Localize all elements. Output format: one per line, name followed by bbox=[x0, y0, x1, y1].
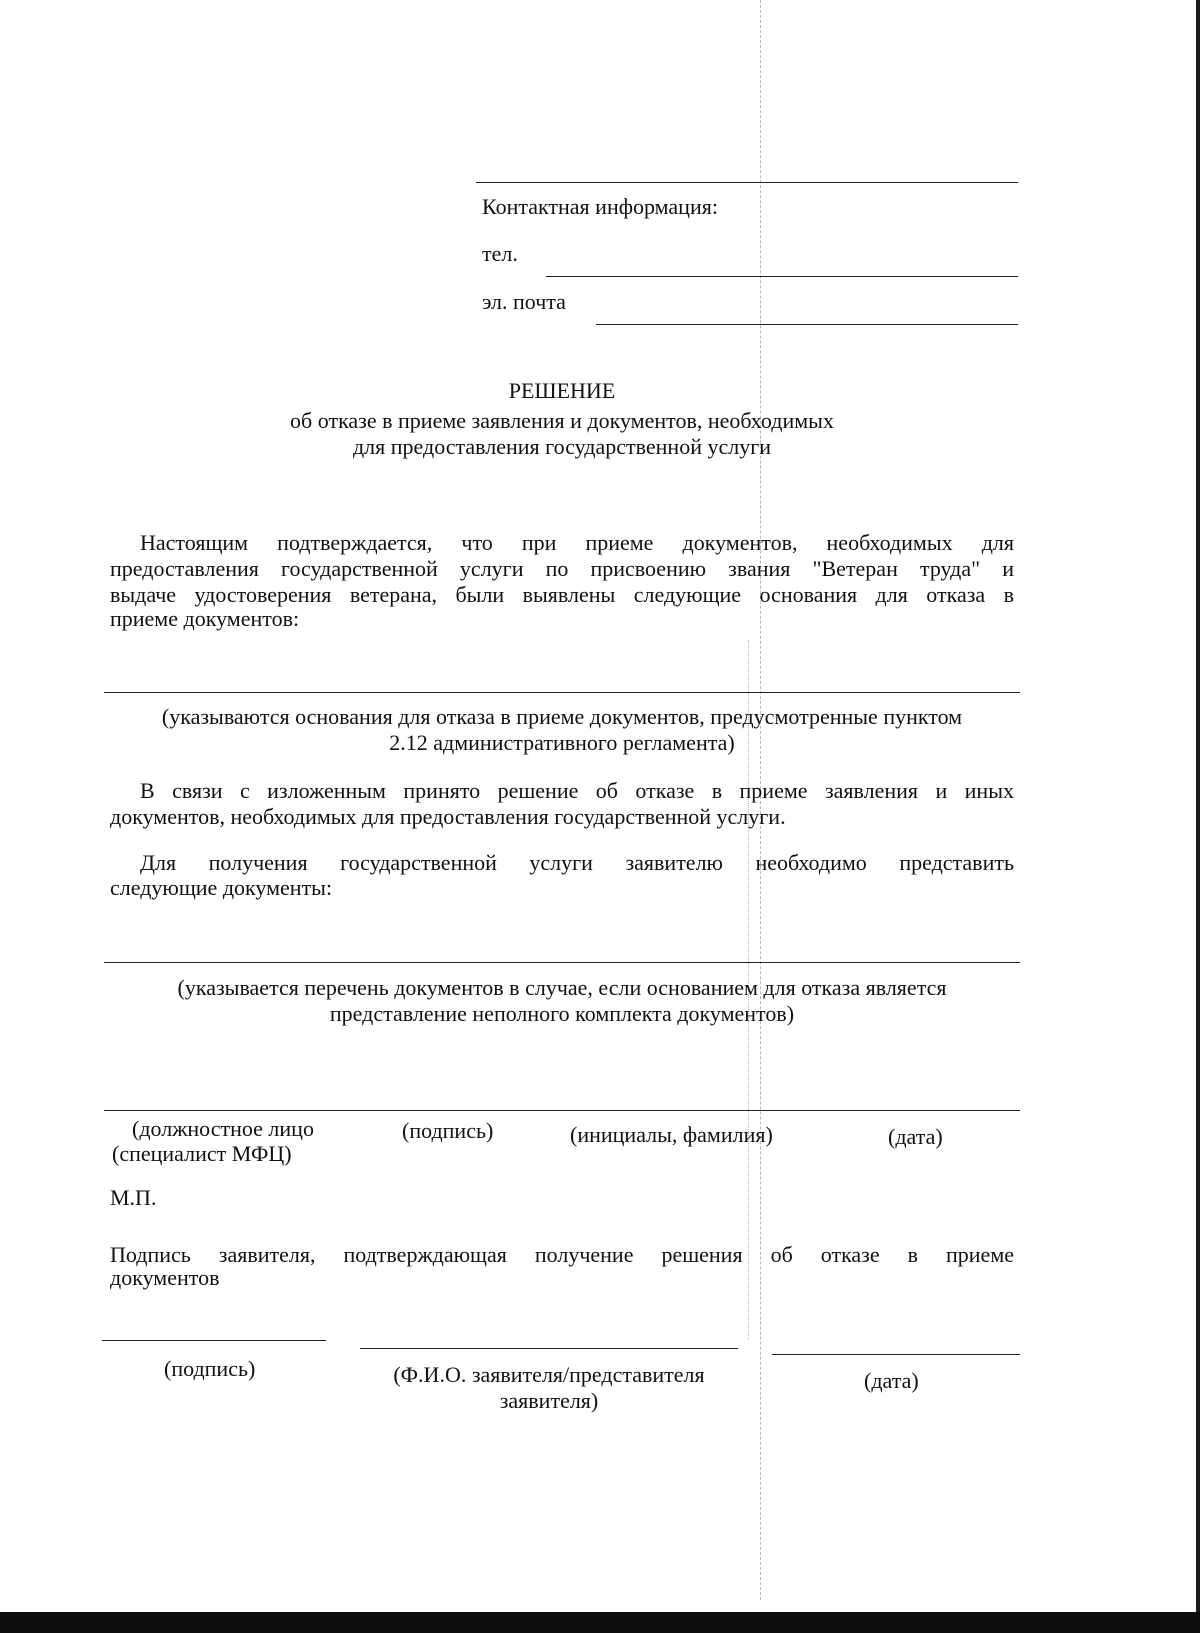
phone-label: тел. bbox=[482, 241, 518, 266]
scan-edge-bottom bbox=[0, 1612, 1200, 1633]
grounds-line bbox=[104, 692, 1020, 693]
stamp-label: М.П. bbox=[110, 1185, 157, 1210]
para1-line2: предоставления государственной услуги по присвоению звания "Ветеран труда" и bbox=[110, 556, 1014, 581]
para1-line3: выдаче удостоверения ветерана, были выявлены следующие основания для отказа в bbox=[110, 582, 1014, 607]
para3-line2: следующие документы: bbox=[110, 875, 333, 900]
documents-hint-2: представление неполного комплекта документов) bbox=[329, 1001, 795, 1026]
applicant-confirm-2: документов bbox=[110, 1265, 220, 1290]
contact-title: Контактная информация: bbox=[482, 194, 718, 219]
official-label-1: (должностное лицо bbox=[132, 1116, 314, 1141]
applicant-fio-label-2: заявителя) bbox=[499, 1388, 599, 1413]
official-date-label: (дата) bbox=[888, 1124, 943, 1149]
document-title: РЕШЕНИЕ bbox=[508, 378, 616, 403]
applicant-sign-label: (подпись) bbox=[164, 1356, 256, 1381]
para2-line2: документов, необходимых для предоставления государственной услуги. bbox=[110, 804, 786, 829]
addressee-line bbox=[476, 182, 1018, 183]
official-initials-label: (инициалы, фамилия) bbox=[570, 1122, 773, 1147]
grounds-hint-2: 2.12 административного регламента) bbox=[389, 730, 735, 755]
documents-line bbox=[104, 962, 1020, 963]
official-sign-label: (подпись) bbox=[402, 1118, 494, 1143]
applicant-confirm-1: Подпись заявителя, подтверждающая получение решения об отказе в приеме bbox=[110, 1242, 1014, 1267]
para2-line1: В связи с изложенным принято решение об отказе в приеме заявления и иных bbox=[140, 778, 1014, 803]
document-subtitle-2: для предоставления государственной услуги bbox=[352, 434, 772, 459]
official-label-2: (специалист МФЦ) bbox=[112, 1141, 292, 1166]
applicant-date-label: (дата) bbox=[864, 1368, 919, 1393]
scan-edge-right bbox=[1196, 0, 1200, 1633]
document-subtitle-1: об отказе в приеме заявления и документов, необходимых bbox=[290, 408, 834, 433]
email-line bbox=[596, 324, 1018, 325]
applicant-date-line bbox=[772, 1354, 1020, 1355]
para3-line1: Для получения государственной услуги заявителю необходимо представить bbox=[140, 850, 1014, 875]
applicant-fio-line bbox=[360, 1348, 738, 1349]
grounds-hint-1: (указываются основания для отказа в приеме документов, предусмотренные пунктом bbox=[161, 704, 963, 729]
applicant-fio-label-1: (Ф.И.О. заявителя/представителя bbox=[393, 1362, 705, 1387]
official-signature-line bbox=[104, 1110, 1020, 1111]
documents-hint-1: (указывается перечень документов в случае, если основанием для отказа является bbox=[177, 975, 947, 1000]
para1-line1: Настоящим подтверждается, что при приеме документов, необходимых для bbox=[140, 530, 1014, 555]
para1-line4: приеме документов: bbox=[110, 606, 300, 631]
email-label: эл. почта bbox=[482, 289, 566, 314]
applicant-sign-line bbox=[102, 1340, 326, 1341]
phone-line bbox=[546, 276, 1018, 277]
